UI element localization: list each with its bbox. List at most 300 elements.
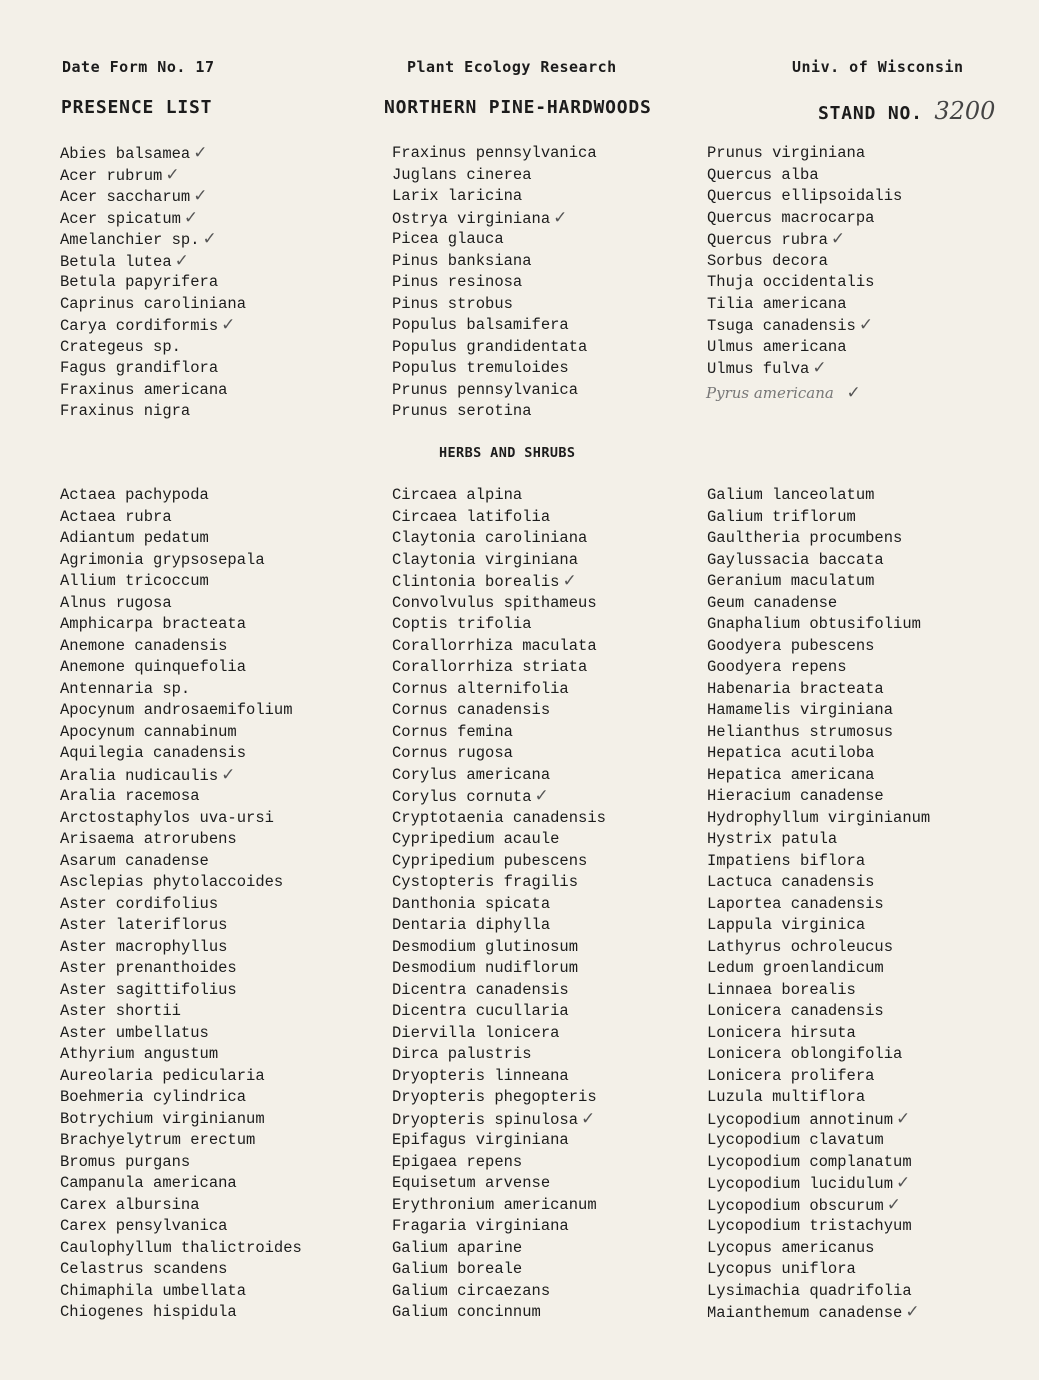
species-name: Galium concinnum xyxy=(392,1303,541,1321)
species-name: Dryopteris spinulosa xyxy=(392,1110,579,1129)
checkmark-icon: ✓ xyxy=(581,1108,596,1129)
species-name: Chimaphila umbellata xyxy=(60,1281,247,1300)
species-item xyxy=(60,636,302,658)
species-item xyxy=(60,229,246,251)
species-item xyxy=(707,528,930,550)
species-item xyxy=(60,980,302,1002)
species-name: Gnaphalium obtusifolium xyxy=(707,615,921,633)
species-item xyxy=(707,358,902,380)
species-item xyxy=(392,251,597,273)
species-name: Laportea canadensis xyxy=(707,894,884,913)
species-item xyxy=(60,1195,302,1217)
species-name: Corylus cornuta xyxy=(392,788,532,806)
species-name: Claytonia caroliniana xyxy=(392,529,588,547)
species-name: Habenaria bracteata xyxy=(707,679,884,698)
species-item xyxy=(60,507,302,529)
species-name: Hystrix patula xyxy=(707,830,838,848)
species-item xyxy=(707,294,902,316)
species-item xyxy=(392,571,606,593)
species-name: Galium aparine xyxy=(392,1238,523,1257)
species-name: Populus grandidentata xyxy=(392,337,588,356)
species-item xyxy=(707,851,930,873)
species-item xyxy=(60,679,302,701)
species-item xyxy=(392,528,606,550)
species-name: Prunus serotina xyxy=(392,402,532,420)
species-item xyxy=(60,1044,302,1066)
species-name: Arctostaphylos uva-ursi xyxy=(60,808,274,827)
species-item xyxy=(707,1130,930,1152)
species-item xyxy=(392,1044,606,1066)
species-name: Brachyelytrum erectum xyxy=(60,1131,256,1149)
tree-list-col1 xyxy=(60,143,246,423)
species-name: Convolvulus spithameus xyxy=(392,593,597,612)
species-name: Sorbus decora xyxy=(707,251,828,270)
species-item xyxy=(707,1066,930,1088)
species-item xyxy=(707,186,902,208)
species-name: Lonicera hirsuta xyxy=(707,1023,856,1042)
species-item xyxy=(392,700,606,722)
species-name: Pinus strobus xyxy=(392,294,513,313)
species-item xyxy=(60,593,302,615)
species-name: Asclepias phytolaccoides xyxy=(60,873,284,891)
species-name: Pinus banksiana xyxy=(392,251,532,270)
species-item xyxy=(392,358,597,380)
species-item xyxy=(392,1281,606,1303)
species-item xyxy=(60,1238,302,1260)
species-name: Maianthemum canadense xyxy=(707,1304,903,1322)
species-name: Diervilla lonicera xyxy=(392,1023,560,1042)
species-item xyxy=(60,722,302,744)
checkmark-icon: ✓ xyxy=(830,229,846,249)
species-item xyxy=(392,894,606,916)
species-item xyxy=(392,485,606,507)
species-item xyxy=(392,1259,606,1281)
species-name: Cystopteris fragilis xyxy=(392,873,579,891)
species-item xyxy=(392,1195,606,1217)
species-name: Quercus macrocarpa xyxy=(707,208,875,227)
species-name: Cornus alternifolia xyxy=(392,679,569,698)
species-item xyxy=(60,915,302,937)
species-name: Carex pensylvanica xyxy=(60,1217,228,1235)
species-name: Equisetum arvense xyxy=(392,1174,551,1192)
handwritten-species: Pyrus americana xyxy=(706,384,834,402)
species-item xyxy=(60,571,302,593)
species-item xyxy=(707,251,902,273)
species-name: Dicentra canadensis xyxy=(392,980,569,999)
checkmark-icon: ✓ xyxy=(183,207,199,228)
herb-list-col1 xyxy=(60,485,302,1324)
checkmark-icon: ✓ xyxy=(193,186,208,206)
species-name: Aster prenanthoides xyxy=(60,959,237,977)
species-item xyxy=(60,958,302,980)
species-item xyxy=(392,722,606,744)
species-name: Anemone quinquefolia xyxy=(60,658,247,676)
species-item xyxy=(392,915,606,937)
species-name: Ulmus fulva xyxy=(707,360,810,378)
species-name: Geranium maculatum xyxy=(707,572,875,590)
species-name: Aster sagittifolius xyxy=(60,980,237,999)
species-name: Crategeus sp. xyxy=(60,337,181,356)
species-name: Actaea pachypoda xyxy=(60,486,209,504)
species-name: Cornus femina xyxy=(392,722,513,741)
species-item xyxy=(707,571,930,593)
checkmark-icon: ✓ xyxy=(858,315,874,335)
species-item xyxy=(392,1066,606,1088)
species-name: Epigaea repens xyxy=(392,1152,523,1171)
species-item xyxy=(60,851,302,873)
species-item xyxy=(707,872,930,894)
species-name: Populus balsamifera xyxy=(392,316,569,334)
species-item xyxy=(392,1152,606,1174)
species-name: Asarum canadense xyxy=(60,851,209,870)
species-item xyxy=(707,1238,930,1260)
species-name: Betula papyrifera xyxy=(60,273,219,291)
species-name: Ulmus americana xyxy=(707,337,847,356)
species-name: Quercus alba xyxy=(707,165,819,184)
species-item xyxy=(707,593,930,615)
species-item xyxy=(707,1044,930,1066)
list-title: PRESENCE LIST xyxy=(61,97,213,118)
species-item xyxy=(707,786,930,808)
species-name: Acer saccharum xyxy=(60,188,191,206)
species-item xyxy=(392,1109,606,1131)
tree-list-col3 xyxy=(707,143,902,380)
stand-number: 3200 xyxy=(934,97,996,125)
species-item xyxy=(707,765,930,787)
checkmark-icon: ✓ xyxy=(221,315,236,335)
species-name: Galium lanceolatum xyxy=(707,486,875,504)
species-item xyxy=(707,507,930,529)
species-name: Gaultheria procumbens xyxy=(707,529,903,547)
species-item xyxy=(707,980,930,1002)
species-item xyxy=(60,1087,302,1109)
species-name: Aquilegia canadensis xyxy=(60,744,247,762)
species-name: Fraxinus pennsylvanica xyxy=(392,144,597,162)
species-item xyxy=(60,208,246,230)
checkmark-icon: ✓ xyxy=(174,250,189,271)
checkmark-icon: ✓ xyxy=(562,571,577,591)
checkmark-icon: ✓ xyxy=(905,1302,920,1322)
species-item xyxy=(60,786,302,808)
species-item xyxy=(392,786,606,808)
checkmark-icon: ✓ xyxy=(846,383,861,403)
species-item xyxy=(392,679,606,701)
species-name: Anemone canadensis xyxy=(60,636,228,655)
species-item xyxy=(60,1066,302,1088)
species-item xyxy=(392,315,597,337)
species-item xyxy=(60,894,302,916)
species-item xyxy=(60,485,302,507)
checkmark-icon: ✓ xyxy=(896,1108,911,1129)
species-item xyxy=(707,1152,930,1174)
species-item xyxy=(60,614,302,636)
species-item xyxy=(392,186,597,208)
species-item xyxy=(60,401,246,423)
species-name: Lonicera canadensis xyxy=(707,1002,884,1020)
species-name: Lonicera prolifera xyxy=(707,1066,875,1085)
species-item xyxy=(60,337,246,359)
species-item xyxy=(707,272,902,294)
species-name: Actaea rubra xyxy=(60,507,172,526)
species-name: Linnaea borealis xyxy=(707,980,856,999)
species-name: Aster lateriflorus xyxy=(60,916,228,934)
species-name: Adiantum pedatum xyxy=(60,529,209,547)
species-name: Aster umbellatus xyxy=(60,1023,209,1042)
species-item xyxy=(60,937,302,959)
checkmark-icon: ✓ xyxy=(896,1173,911,1193)
herb-list-col2 xyxy=(392,485,606,1324)
species-name: Gaylussacia baccata xyxy=(707,550,884,569)
species-name: Lactuca canadensis xyxy=(707,873,875,891)
species-item xyxy=(707,700,930,722)
checkmark-icon: ✓ xyxy=(553,207,568,228)
species-item xyxy=(707,315,902,337)
species-item xyxy=(707,958,930,980)
species-name: Goodyera pubescens xyxy=(707,636,875,655)
species-name: Campanula americana xyxy=(60,1174,237,1192)
species-name: Pinus resinosa xyxy=(392,273,523,291)
species-name: Lonicera oblongifolia xyxy=(707,1045,903,1063)
species-name: Caulophyllum thalictroides xyxy=(60,1238,302,1257)
species-name: Coptis trifolia xyxy=(392,615,532,633)
species-name: Acer rubrum xyxy=(60,166,163,185)
species-name: Impatiens biflora xyxy=(707,851,866,870)
species-item xyxy=(707,229,902,251)
species-item xyxy=(392,165,597,187)
species-item xyxy=(392,765,606,787)
species-item xyxy=(707,808,930,830)
species-item xyxy=(707,743,930,765)
species-name: Carex albursina xyxy=(60,1195,200,1214)
species-name: Alnus rugosa xyxy=(60,593,172,612)
checkmark-icon: ✓ xyxy=(193,143,208,163)
species-name: Cornus canadensis xyxy=(392,701,551,719)
species-name: Chiogenes hispidula xyxy=(60,1303,237,1321)
species-item xyxy=(707,550,930,572)
species-name: Dryopteris linneana xyxy=(392,1066,569,1085)
species-item xyxy=(707,722,930,744)
species-name: Danthonia spicata xyxy=(392,894,551,913)
species-name: Acer spicatum xyxy=(60,209,181,228)
species-item xyxy=(392,550,606,572)
species-item xyxy=(392,401,597,423)
species-name: Corallorrhiza maculata xyxy=(392,636,597,655)
species-name: Aster shortii xyxy=(60,1002,181,1020)
species-item xyxy=(60,358,246,380)
species-item xyxy=(392,1238,606,1260)
species-name: Lycopus uniflora xyxy=(707,1260,856,1278)
species-name: Abies balsamea xyxy=(60,145,191,163)
species-name: Fragaria virginiana xyxy=(392,1217,569,1235)
species-name: Lathyrus ochroleucus xyxy=(707,937,894,956)
species-name: Bromus purgans xyxy=(60,1152,191,1171)
species-item xyxy=(707,165,902,187)
species-item xyxy=(392,1130,606,1152)
species-item xyxy=(707,1001,930,1023)
species-item xyxy=(707,1302,930,1324)
species-item xyxy=(60,251,246,273)
species-item xyxy=(392,980,606,1002)
species-item xyxy=(392,1087,606,1109)
species-item xyxy=(392,143,597,165)
species-name: Aralia nudicaulis xyxy=(60,766,219,785)
species-name: Lysimachia quadrifolia xyxy=(707,1281,912,1300)
species-name: Helianthus strumosus xyxy=(707,722,894,741)
species-name: Tilia americana xyxy=(707,294,847,313)
species-name: Fraxinus nigra xyxy=(60,402,191,420)
species-item xyxy=(707,337,902,359)
species-item xyxy=(392,1302,606,1324)
species-name: Lycopodium tristachyum xyxy=(707,1217,912,1235)
species-item xyxy=(392,1216,606,1238)
species-item xyxy=(707,1023,930,1045)
species-name: Hepatica americana xyxy=(707,765,875,784)
species-name: Corylus americana xyxy=(392,765,551,784)
species-name: Hieracium canadense xyxy=(707,787,884,805)
species-item xyxy=(392,1173,606,1195)
species-name: Galium circaezans xyxy=(392,1281,551,1300)
species-name: Luzula multiflora xyxy=(707,1088,866,1106)
species-name: Picea glauca xyxy=(392,230,504,248)
species-item xyxy=(707,1087,930,1109)
species-name: Arisaema atrorubens xyxy=(60,830,237,848)
stand-label xyxy=(818,97,995,125)
species-item xyxy=(707,1173,930,1195)
checkmark-icon: ✓ xyxy=(202,229,217,249)
species-item xyxy=(707,937,930,959)
species-item xyxy=(707,143,902,165)
species-name: Botrychium virginianum xyxy=(60,1109,265,1128)
species-name: Lycopodium annotinum xyxy=(707,1110,894,1129)
species-name: Aster cordifolius xyxy=(60,894,219,913)
species-name: Athyrium angustum xyxy=(60,1045,219,1063)
species-name: Apocynum androsaemifolium xyxy=(60,701,293,719)
species-item xyxy=(707,829,930,851)
species-name: Goodyera repens xyxy=(707,658,847,676)
species-name: Ostrya virginiana xyxy=(392,209,551,228)
species-item xyxy=(392,229,597,251)
checkmark-icon: ✓ xyxy=(221,764,236,785)
species-name: Aralia racemosa xyxy=(60,787,200,805)
species-name: Fagus grandiflora xyxy=(60,359,219,377)
species-name: Betula lutea xyxy=(60,252,172,271)
species-item xyxy=(707,1216,930,1238)
species-name: Fraxinus americana xyxy=(60,380,228,399)
species-item xyxy=(392,507,606,529)
species-name: Antennaria sp. xyxy=(60,679,191,698)
handwritten-addition xyxy=(706,383,861,403)
species-name: Circaea latifolia xyxy=(392,507,551,526)
species-item xyxy=(392,872,606,894)
species-item xyxy=(60,294,246,316)
species-name: Aureolaria pedicularia xyxy=(60,1066,265,1085)
species-name: Amphicarpa bracteata xyxy=(60,615,247,633)
species-name: Lycopodium lucidulum xyxy=(707,1175,894,1193)
species-name: Agrimonia grypsosepala xyxy=(60,550,265,569)
species-item xyxy=(707,915,930,937)
species-item xyxy=(392,657,606,679)
species-item xyxy=(60,765,302,787)
form-number: Date Form No. 17 xyxy=(62,58,215,76)
species-name: Clintonia borealis xyxy=(392,573,560,591)
species-item xyxy=(707,485,930,507)
species-name: Dryopteris phegopteris xyxy=(392,1088,597,1106)
species-name: Carya cordiformis xyxy=(60,317,219,335)
tree-list-col2 xyxy=(392,143,597,423)
species-item xyxy=(60,829,302,851)
species-item xyxy=(707,614,930,636)
organization: Plant Ecology Research xyxy=(407,58,617,76)
species-item xyxy=(707,1259,930,1281)
species-item xyxy=(60,743,302,765)
species-item xyxy=(392,743,606,765)
checkmark-icon: ✓ xyxy=(165,164,180,185)
species-name: Amelanchier sp. xyxy=(60,231,200,249)
species-item xyxy=(60,1130,302,1152)
species-item xyxy=(60,1173,302,1195)
species-item xyxy=(392,808,606,830)
species-item xyxy=(60,528,302,550)
species-item xyxy=(60,1023,302,1045)
species-name: Lycopodium clavatum xyxy=(707,1131,884,1149)
species-name: Prunus pennsylvanica xyxy=(392,380,579,399)
stand-label-text: STAND NO. xyxy=(818,103,923,124)
species-item xyxy=(707,657,930,679)
species-item xyxy=(707,1195,930,1217)
species-name: Ledum groenlandicum xyxy=(707,959,884,977)
species-item xyxy=(392,337,597,359)
species-item xyxy=(60,165,246,187)
species-name: Juglans cinerea xyxy=(392,165,532,184)
species-item xyxy=(392,380,597,402)
species-name: Corallorrhiza striata xyxy=(392,658,588,676)
species-name: Circaea alpina xyxy=(392,486,523,504)
section-title-herbs: HERBS AND SHRUBS xyxy=(439,445,576,461)
species-name: Cornus rugosa xyxy=(392,744,513,762)
herb-list-col3 xyxy=(707,485,930,1324)
species-name: Hepatica acutiloba xyxy=(707,744,875,762)
species-name: Larix laricina xyxy=(392,187,523,205)
species-item xyxy=(60,186,246,208)
species-item xyxy=(392,636,606,658)
species-item xyxy=(707,208,902,230)
species-item xyxy=(60,808,302,830)
species-name: Cypripedium pubescens xyxy=(392,851,588,870)
species-item xyxy=(392,272,597,294)
species-item xyxy=(60,380,246,402)
species-item xyxy=(60,1109,302,1131)
species-name: Epifagus virginiana xyxy=(392,1131,569,1149)
species-name: Geum canadense xyxy=(707,593,838,612)
species-item xyxy=(60,1281,302,1303)
species-name: Thuja occidentalis xyxy=(707,273,875,291)
species-item xyxy=(707,1109,930,1131)
species-name: Lycopodium obscurum xyxy=(707,1196,884,1215)
species-name: Dentaria diphylla xyxy=(392,916,551,934)
species-item xyxy=(707,679,930,701)
species-item xyxy=(60,1001,302,1023)
species-name: Hamamelis virginiana xyxy=(707,701,894,719)
community-title: NORTHERN PINE-HARDWOODS xyxy=(384,97,652,118)
species-name: Cryptotaenia canadensis xyxy=(392,808,606,827)
species-name: Desmodium nudiflorum xyxy=(392,959,579,977)
species-name: Erythronium americanum xyxy=(392,1195,597,1214)
species-name: Lappula virginica xyxy=(707,916,866,934)
species-name: Apocynum cannabinum xyxy=(60,722,237,741)
species-item xyxy=(392,937,606,959)
species-name: Desmodium glutinosum xyxy=(392,937,579,956)
species-item xyxy=(60,272,246,294)
